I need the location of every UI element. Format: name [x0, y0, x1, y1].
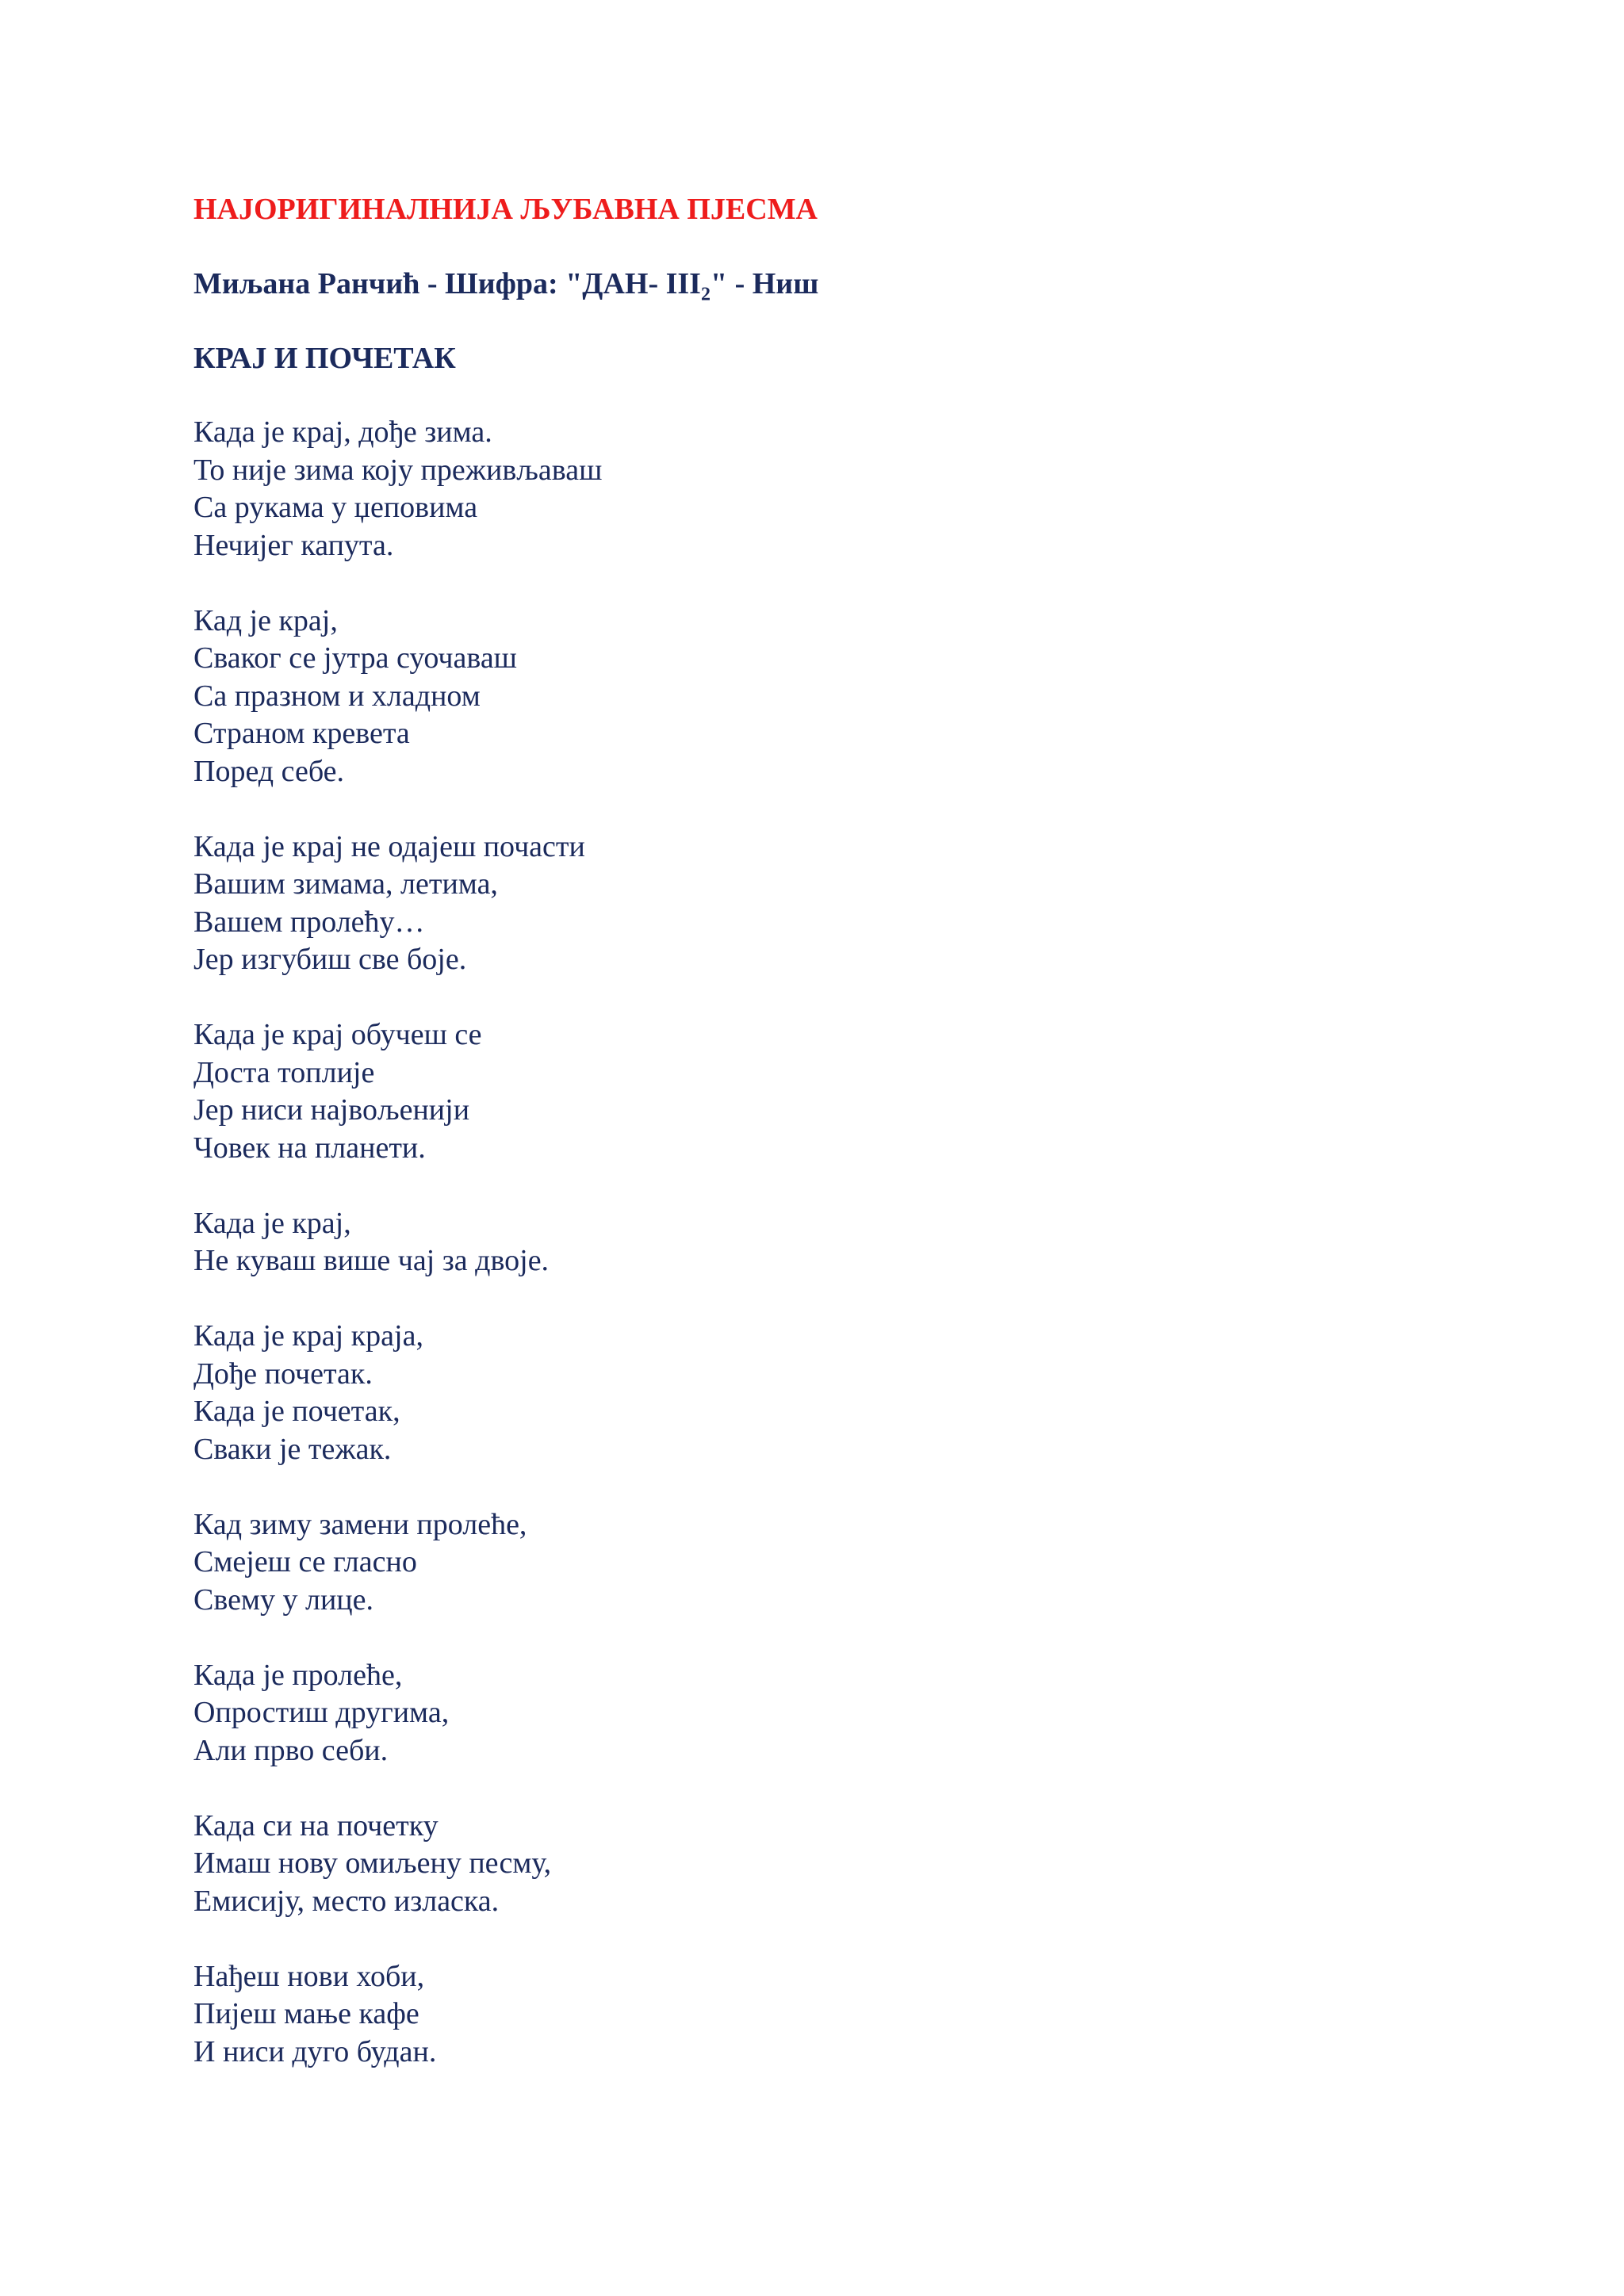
poem-line: Када си на почетку [193, 1808, 439, 1843]
poem-line: Нечијег капута. [193, 528, 394, 562]
document-content [193, 190, 1462, 2109]
stanza-4 [193, 1016, 1462, 1167]
poem-line: Када је крај краја, [193, 1319, 423, 1353]
poem-line: Али прво себи. [193, 1733, 389, 1767]
poem-line: Страном кревета [193, 717, 410, 750]
poem-line: Када је крај не одајеш почасти [193, 829, 585, 863]
poem-line: Свему у лице. [193, 1582, 373, 1617]
stanza-8 [193, 1657, 1462, 1770]
poem-line: Кад зиму замени пролеће, [193, 1507, 527, 1541]
poem-line: Имаш нову омиљену песму, [193, 1846, 552, 1880]
poem-line: И ниси дуго будан. [193, 2034, 437, 2068]
stanza-7 [193, 1506, 1462, 1620]
poem-line: Пијеш мање кафе [193, 1997, 419, 2030]
poem-line: Када је почетак, [193, 1395, 400, 1428]
poem-line: Када је крај, [193, 1206, 351, 1240]
stanza-9 [193, 1808, 1462, 1921]
poem-line: Са празном и хладном [193, 679, 481, 713]
author-text: Миљана Ранчић - Шифра: "ДАН- III [193, 267, 701, 300]
author-suffix: " - Ниш [710, 267, 819, 300]
poem-line: Јер ниси највољенији [193, 1093, 470, 1127]
poem-line: Вашим зимама, летима, [193, 867, 498, 901]
document-title: НАЈОРИГИНАЛНИЈА ЉУБАВНА ПЈЕСМА [193, 193, 818, 226]
author-subscript: 2 [700, 284, 710, 305]
stanza-10 [193, 1958, 1462, 2072]
poem-line: Поред себе. [193, 754, 345, 788]
stanza-3 [193, 828, 1462, 979]
poem-line: Нађеш нови хоби, [193, 1959, 425, 1993]
stanza-1 [193, 414, 1462, 564]
author-line [193, 265, 1462, 303]
poem-line: То није зима коју преживљаваш [193, 453, 603, 487]
poem-line: Јер изгубиш све боје. [193, 943, 467, 976]
poem-line: Дође почетак. [193, 1357, 373, 1391]
poem-line: Када је крај обучеш се [193, 1018, 482, 1051]
stanza-2 [193, 603, 1462, 791]
poem-line: Опростиш другима, [193, 1696, 450, 1729]
poem-line: Не куваш више чај за двоје. [193, 1244, 550, 1277]
stanza-5 [193, 1205, 1462, 1280]
poem-title: КРАЈ И ПОЧЕТАК [193, 342, 456, 375]
poem-line: Кад је крај, [193, 603, 338, 637]
poem-line: Када је крај, дође зима. [193, 415, 492, 449]
poem-line: Вашем пролећу… [193, 905, 425, 939]
poem-line: Сваког се јутра суочаваш [193, 641, 517, 675]
poem-line: Човек на планети. [193, 1131, 426, 1165]
poem-line: Када је пролеће, [193, 1658, 403, 1692]
poem-line: Са рукама у џеповима [193, 491, 478, 524]
stanza-6 [193, 1318, 1462, 1468]
poem-line: Доста топлије [193, 1055, 375, 1089]
poem-line: Емисију, место изласка. [193, 1884, 500, 1918]
poem-line: Смејеш се гласно [193, 1545, 417, 1578]
poem-line: Сваки је тежак. [193, 1432, 392, 1466]
